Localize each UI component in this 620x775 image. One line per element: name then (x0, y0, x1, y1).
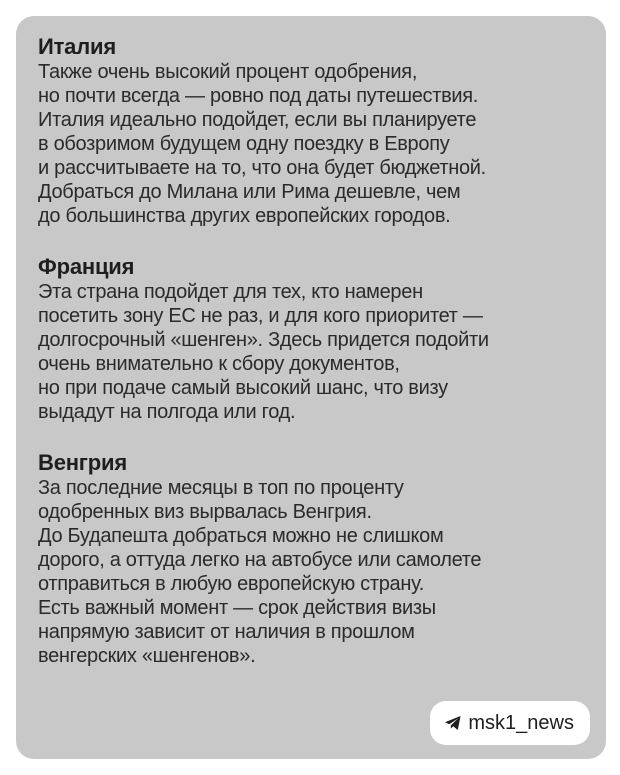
body-line: Эта страна подойдет для тех, кто намерен (38, 281, 423, 303)
body-line: и рассчитываете на то, что она будет бюджетной. (38, 157, 486, 179)
body-line: Также очень высокий процент одобрения, (38, 61, 418, 83)
channel-badge[interactable] (430, 701, 590, 745)
body-line: долгосрочный «шенген». Здесь придется подойти (38, 329, 489, 351)
section-body (38, 280, 584, 424)
body-line: но при подаче самый высокий шанс, что визу (38, 377, 448, 399)
section-title: Франция (38, 254, 135, 279)
body-line: Есть важный момент — срок действия визы (38, 597, 436, 619)
section-title: Венгрия (38, 450, 127, 475)
body-line: Добраться до Милана или Рима дешевле, чем (38, 181, 461, 203)
section-france (38, 254, 584, 424)
body-line: одобренных виз вырвалась Венгрия. (38, 501, 372, 523)
body-line: очень внимательно к сбору документов, (38, 353, 400, 375)
body-line: но почти всегда — ровно под даты путешествия. (38, 85, 479, 107)
body-line: отправиться в любую европейскую страну. (38, 573, 425, 595)
section-body (38, 60, 584, 228)
section-hungary (38, 450, 584, 668)
body-line: дорого, а оттуда легко на автобусе или самолете (38, 549, 482, 571)
body-line: выдадут на полгода или год. (38, 401, 296, 423)
post-card (16, 16, 606, 759)
channel-name: msk1_news (468, 711, 574, 734)
section-italy (38, 34, 584, 228)
telegram-icon (444, 715, 462, 731)
body-line: до большинства других европейских городов. (38, 205, 451, 227)
body-line: напрямую зависит от наличия в прошлом (38, 621, 415, 643)
section-body (38, 476, 584, 668)
body-line: До Будапешта добраться можно не слишком (38, 525, 444, 547)
body-line: За последние месяцы в топ по проценту (38, 477, 404, 499)
body-line: в обозримом будущем одну поездку в Европу (38, 133, 450, 155)
body-line: Италия идеально подойдет, если вы планируете (38, 109, 477, 131)
body-line: посетить зону ЕС не раз, и для кого приоритет — (38, 305, 483, 327)
section-title: Италия (38, 34, 116, 59)
body-line: венгерских «шенгенов». (38, 645, 256, 667)
